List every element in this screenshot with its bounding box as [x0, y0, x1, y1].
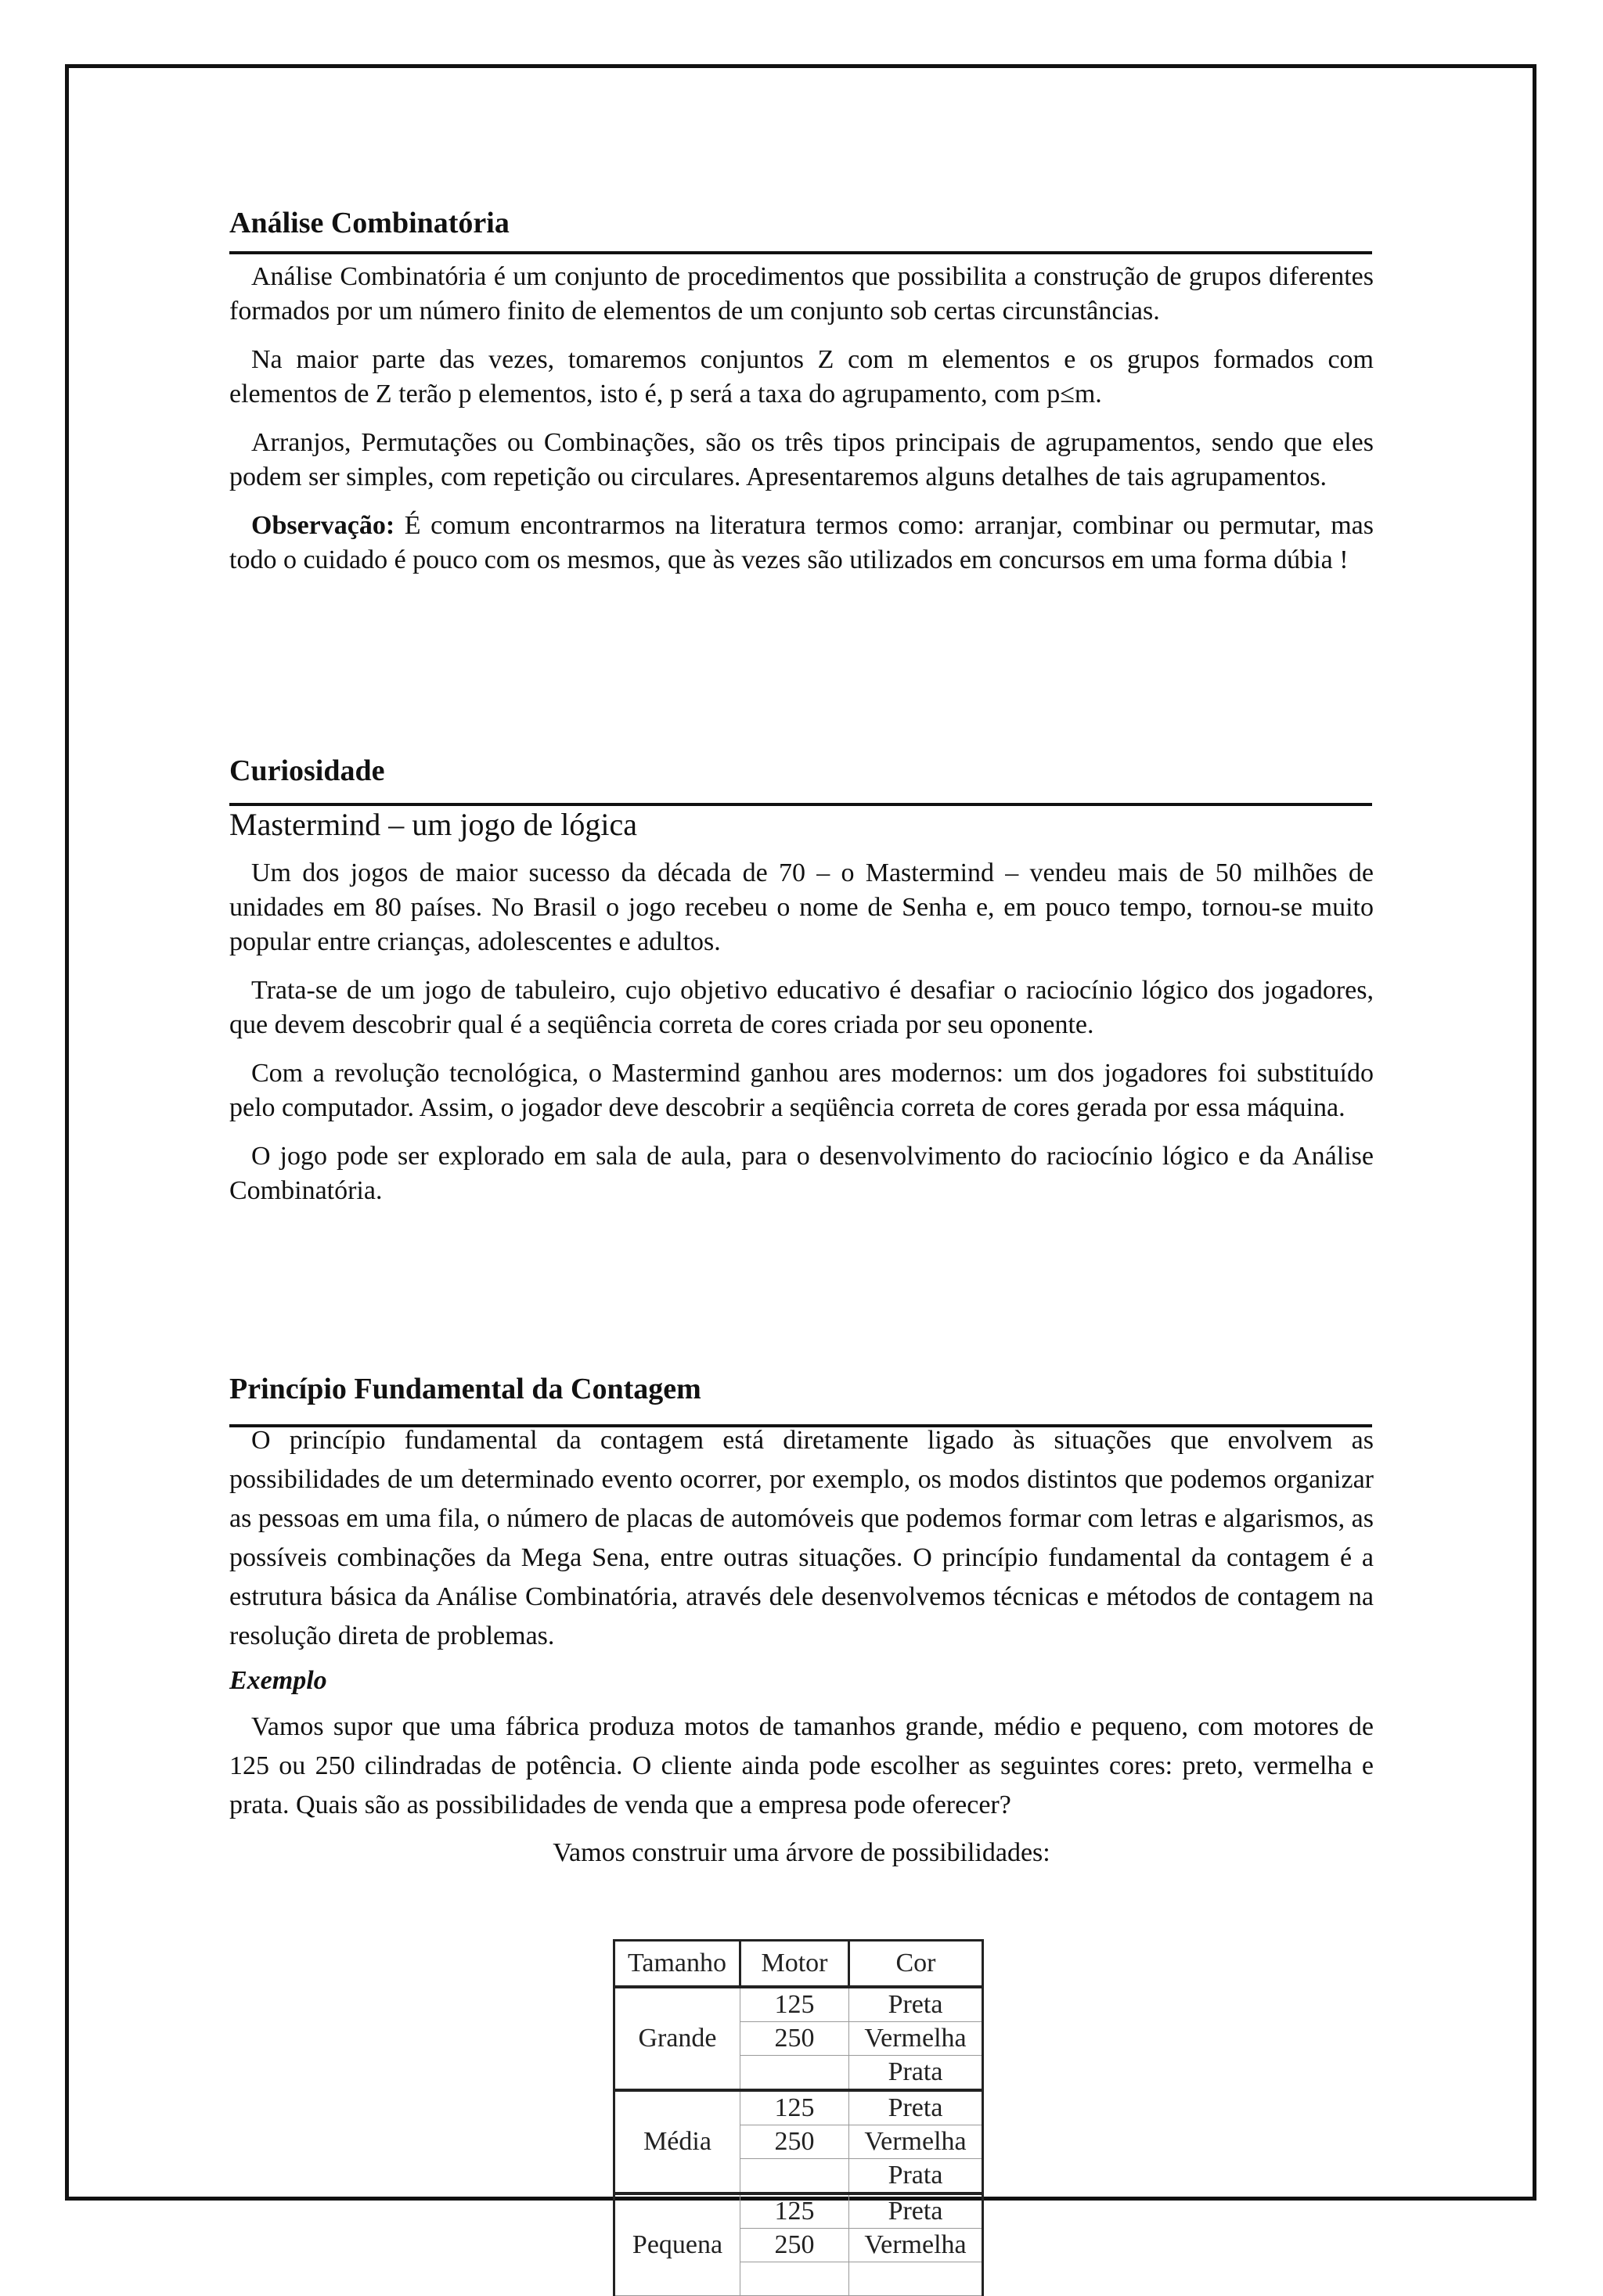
observation-label: Observação:	[251, 511, 395, 540]
motor-cell: 125	[740, 2193, 849, 2229]
color-cell: Vermelha	[849, 2229, 983, 2262]
color-cell: Preta	[849, 2090, 983, 2125]
size-cell: Média	[614, 2090, 740, 2193]
example-label: Exemplo	[229, 1666, 327, 1695]
color-cell: Vermelha	[849, 2022, 983, 2056]
paragraph: Arranjos, Permutações ou Combinações, são os três tipos principais de agrupamentos, sendo que eles podem ser simples, com repetição ou circulares. Apresentaremos alguns detalhes de tais agrupamentos.	[229, 428, 1374, 491]
table-header-row	[614, 1941, 983, 1988]
table-row	[614, 2090, 983, 2125]
column-header: Motor	[740, 1941, 849, 1988]
section-curiosidade	[229, 753, 1374, 789]
paragraph: Vamos supor que uma fábrica produza motos de tamanhos grande, médio e pequeno, com motores de 125 ou 250 cilindradas de potência. O cliente ainda pode escolher as seguintes cores: preto, vermelha e prata. Quais são as possibilidades de venda que a empresa pode oferecer?	[229, 1712, 1374, 1819]
paragraph: Com a revolução tecnológica, o Mastermind ganhou ares modernos: um dos jogadores foi substituído pelo computador. Assim, o jogador deve descobrir a seqüência correta de cores gerada por essa máquina.	[229, 1059, 1374, 1122]
size-cell: Pequena	[614, 2193, 740, 2296]
table-row	[614, 2193, 983, 2229]
observation-paragraph	[229, 509, 1374, 578]
column-header: Tamanho	[614, 1941, 740, 1988]
paragraph: Análise Combinatória é um conjunto de procedimentos que possibilita a construção de grupos diferentes formados por um número finito de elementos de um conjunto sob certas circunstâncias.	[229, 262, 1374, 326]
color-cell: Prata	[849, 2056, 983, 2091]
section-principio-body	[229, 1421, 1374, 1870]
section-curiosidade-body	[229, 806, 1374, 1208]
paragraph: O princípio fundamental da contagem está diretamente ligado às situações que envolvem as possibilidades de um determinado evento ocorrer, por exemplo, os modos distintos que podemos organizar as pessoas em uma fila, o número de placas de automóveis que podemos formar com letras e algarismos, as possíveis combinações da Mega Sena, entre outras situações. O princípio fundamental da contagem é a estrutura básica da Análise Combinatória, através dele desenvolvemos técnicas e métodos de contagem na resolução direta de problemas.	[229, 1426, 1374, 1650]
title-rule	[229, 251, 1372, 254]
section-title: Análise Combinatória	[229, 207, 510, 239]
tree-intro: Vamos construir uma árvore de possibilidades:	[553, 1838, 1050, 1867]
paragraph: Trata-se de um jogo de tabuleiro, cujo objetivo educativo é desafiar o raciocínio lógico dos jogadores, que devem descobrir qual é a seqüência correta de cores criada por seu oponente.	[229, 976, 1374, 1039]
motor-cell: 125	[740, 1987, 849, 2022]
motor-cell	[740, 2262, 849, 2296]
size-cell: Grande	[614, 1987, 740, 2090]
color-cell: Preta	[849, 1987, 983, 2022]
color-cell: Prata	[849, 2159, 983, 2194]
color-cell	[849, 2262, 983, 2296]
paragraph: Um dos jogos de maior sucesso da década de 70 – o Mastermind – vendeu mais de 50 milhões de unidades em 80 países. No Brasil o jogo recebeu o nome de Senha e, em pouco tempo, tornou-se muito popular entre crianças, adolescentes e adultos.	[229, 858, 1374, 956]
motor-cell: 125	[740, 2090, 849, 2125]
possibility-table	[613, 1939, 984, 2296]
section-analise	[229, 205, 1374, 241]
color-cell: Vermelha	[849, 2125, 983, 2159]
section-principio	[229, 1371, 1374, 1407]
paragraph: O jogo pode ser explorado em sala de aula, para o desenvolvimento do raciocínio lógico e da Análise Combinatória.	[229, 1142, 1374, 1205]
section-title: Princípio Fundamental da Contagem	[229, 1373, 701, 1405]
table-row	[614, 1987, 983, 2022]
column-header: Cor	[849, 1941, 983, 1988]
paragraph: Na maior parte das vezes, tomaremos conjuntos Z com m elementos e os grupos formados com elementos de Z terão p elementos, isto é, p será a taxa do agrupamento, com p≤m.	[229, 345, 1374, 408]
section-subtitle: Mastermind – um jogo de lógica	[229, 807, 638, 842]
motor-cell	[740, 2159, 849, 2194]
section-analise-body	[229, 260, 1374, 578]
section-title: Curiosidade	[229, 754, 385, 787]
motor-cell: 250	[740, 2125, 849, 2159]
motor-cell	[740, 2056, 849, 2091]
motor-cell: 250	[740, 2022, 849, 2056]
color-cell: Preta	[849, 2193, 983, 2229]
motor-cell: 250	[740, 2229, 849, 2262]
observation-text: É comum encontrarmos na literatura termos como: arranjar, combinar ou permutar, mas todo o cuidado é pouco com os mesmos, que às vezes são utilizados em concursos em uma forma dúbia !	[229, 511, 1374, 574]
